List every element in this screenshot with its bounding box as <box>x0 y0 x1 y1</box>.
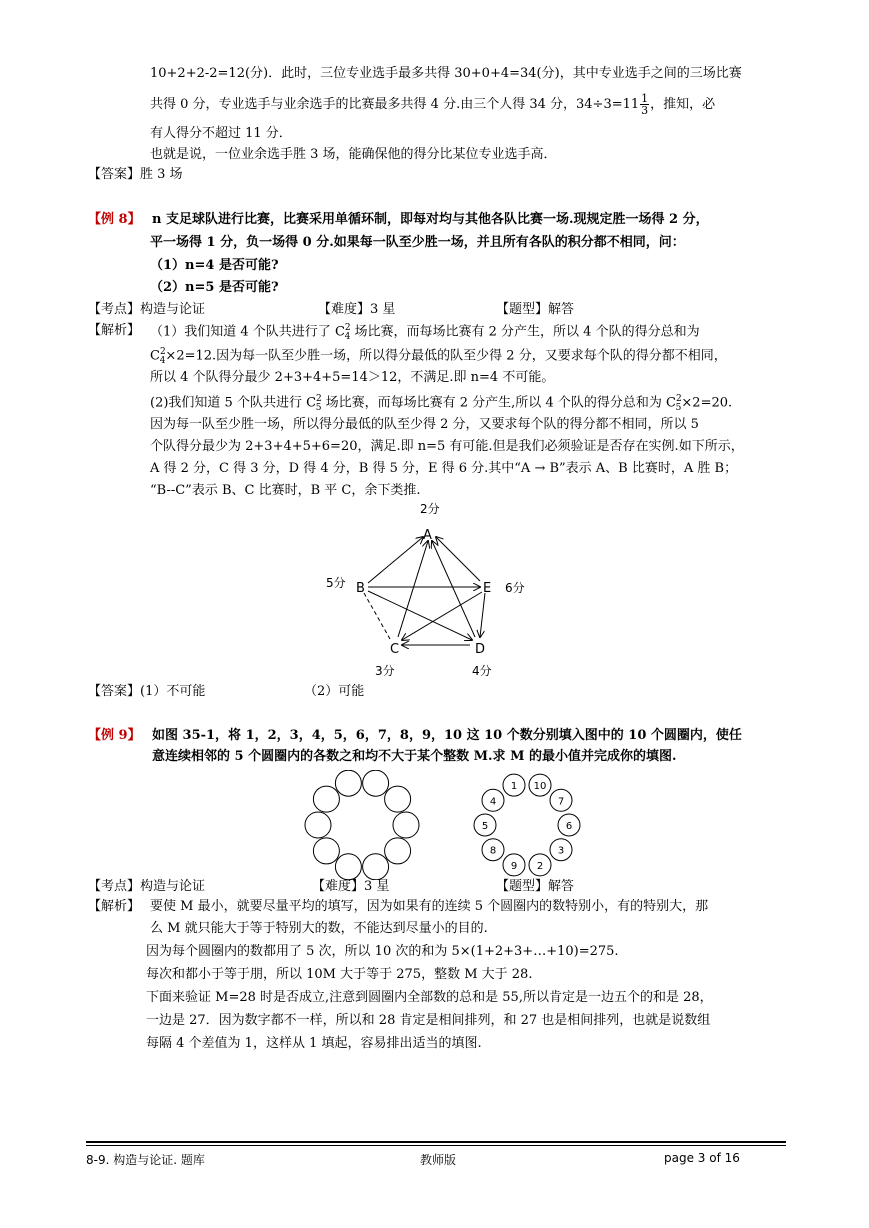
edge-d-a <box>432 541 475 637</box>
intro-line-4: 也就是说，一位业余选手胜 3 场，能确保他的得分比某位专业选手高． <box>150 147 557 162</box>
edge-e-a <box>436 537 480 581</box>
score-c: 3分 <box>375 664 395 678</box>
edge-c-a <box>398 541 428 637</box>
score-b: 5分 <box>326 576 346 590</box>
example-8-solution-1: （1）我们知道 4 个队共进行了 $C^2_4$ 场比赛，而每场比赛有 2 分产生，所以 4 个队的得分总和为 <box>150 323 700 342</box>
node-d: D <box>475 642 486 657</box>
example-9-solution-2: 么 M 就只能大于等于特别大的数，不能达到尽量小的目的. <box>150 921 488 936</box>
edge-e-d <box>480 593 485 637</box>
fraction-one-third: $\frac{1}{3}$ <box>641 92 649 117</box>
example-8-meta: 【考点】构造与论证 <box>88 302 206 317</box>
example-9-solution-5: 下面来验证 M=28 时是否成立,注意到圆圈内全部数的总和是 55,所以肯定是一边五个的和是 28， <box>146 990 713 1005</box>
example-8-question-1: n 支足球队进行比赛，比赛采用单循环制，即每对均与其他各队比赛一场.现规定胜一场得 2 分， <box>152 212 709 227</box>
ring-circle <box>393 812 419 838</box>
footer-rule-thick <box>86 1141 786 1143</box>
filled-circle-ring <box>465 770 590 880</box>
score-e: 6分 <box>505 581 525 595</box>
example-8-solution-6: 个队得分最少为 2+3+4+5+6=20，满足.即 n=5 有可能.但是我们必须验证是否存在实例.如下所示， <box>150 439 744 454</box>
example-9-solution-tag: 【解析】 <box>88 899 141 914</box>
example-8-question-4: （2）n=5 是否可能? <box>150 280 279 295</box>
example-9-tag: 【例 9】 <box>88 728 141 743</box>
edge-b-a <box>368 537 423 583</box>
ring-circle <box>385 838 411 864</box>
example-8-answer-2: （2）可能 <box>304 684 365 699</box>
edge-b-d <box>368 591 472 640</box>
ring-circle <box>335 770 361 796</box>
example-8-solution-8: “B--C”表示 B、C 比赛时，B 平 C，余下类推. <box>150 483 421 498</box>
ring-number: 1 <box>510 781 518 793</box>
score-d: 4分 <box>472 664 492 678</box>
intro-line-1: 10+2+2-2=12(分)．此时，三位专业选手最多共得 30+0+4=34(分)，其中专业选手之间的三场比赛 <box>150 66 742 81</box>
example-8-solution-7: A 得 2 分，C 得 3 分，D 得 4 分，B 得 5 分，E 得 6 分.其中“A → B”表示 A、B 比赛时，A 胜 B； <box>150 461 738 476</box>
node-c: C <box>390 642 400 657</box>
intro-answer: 【答案】胜 3 场 <box>88 167 183 182</box>
ring-number: 5 <box>481 821 489 832</box>
ring-circle <box>313 838 339 864</box>
ring-circle <box>363 770 389 796</box>
example-9-difficulty: 【难度】3 星 <box>312 879 390 894</box>
ring-number: 9 <box>510 860 518 872</box>
node-b: B <box>356 581 365 596</box>
ring-number: 8 <box>489 845 497 857</box>
footer-center: 教师版 <box>420 1153 457 1167</box>
ring-number: 7 <box>557 796 565 808</box>
node-a: A <box>423 528 432 543</box>
example-9-solution-1: 要使 M 最小，就要尽量平均的填写，因为如果有的连续 5 个圆圈内的数特别小，有的特别大，那 <box>150 899 709 914</box>
example-9-solution-7: 每隔 4 个差值为 1，这样从 1 填起，容易排出适当的填图. <box>146 1036 482 1051</box>
example-9-solution-4: 每次和都小于等于朋，所以 10M 大于等于 275，整数 M 大于 28. <box>146 967 533 982</box>
example-9-solution-6: 一边是 27．因为数字都不一样，所以和 28 肯定是相间排列，和 27 也是相间排列，也就是说数组 <box>146 1013 711 1028</box>
ring-number: 2 <box>536 860 544 872</box>
empty-circle-ring <box>300 770 425 880</box>
footer-left: 8-9. 构造与论证. 题库 <box>86 1153 205 1167</box>
example-9-meta: 【考点】构造与论证 <box>88 879 206 894</box>
example-8-solution-2: $C^2_4\times 2=12$.因为每一队至少胜一场，所以得分最低的队至少得 2 分，又要求每个队的得分都不相同， <box>150 347 727 366</box>
example-9-solution-3: 因为每个圆圈内的数都用了 5 次，所以 10 次的和为 5×(1+2+3+…+10)=275. <box>146 944 619 959</box>
ring-circle <box>363 854 389 880</box>
example-8-solution-3: 所以 4 个队得分最少 2+3+4+5=14＞12，不满足.即 n=4 不可能。 <box>150 370 555 385</box>
ring-circle <box>335 854 361 880</box>
intro-line-3: 有人得分不超过 11 分． <box>150 126 292 141</box>
ring-number: 10 <box>533 781 547 793</box>
ring-circle <box>305 812 331 838</box>
ring-circle <box>385 786 411 812</box>
example-8-difficulty: 【难度】3 星 <box>318 302 396 317</box>
example-8-solution-4: (2)我们知道 5 个队共进行 $C^2_5$ 场比赛，而每场比赛有 2 分产生,所以 4 个队的得分总和为 $C^2_5\times 2=20$. <box>150 394 733 413</box>
footer-right: page 3 of 16 <box>664 1151 740 1165</box>
ring-number: 4 <box>489 796 497 808</box>
edge-e-c <box>402 592 482 640</box>
ring-number: 3 <box>557 845 565 857</box>
ring-number: 6 <box>565 821 573 832</box>
footer-rule-thin <box>86 1145 786 1146</box>
tournament-graph <box>320 495 550 685</box>
example-8-question-3: （1）n=4 是否可能? <box>150 258 279 273</box>
score-a: 2分 <box>420 502 440 516</box>
ring-circle <box>313 786 339 812</box>
example-8-question-2: 平一场得 1 分，负一场得 0 分.如果每一队至少胜一场，并且所有各队的积分都不相同，问： <box>150 235 685 250</box>
example-9-type: 【题型】解答 <box>496 879 575 894</box>
example-8-tag: 【例 8】 <box>88 212 141 227</box>
example-8-solution-5: 因为每一队至少胜一场，所以得分最低的队至少得 2 分，又要求每个队的得分都不相同，所以 5 <box>150 417 699 432</box>
example-9-question-2: 意连续相邻的 5 个圆圈内的各数之和均不大于某个整数 M.求 M 的最小值并完成你的填图. <box>152 749 677 764</box>
example-8-type: 【题型】解答 <box>496 302 575 317</box>
example-9-question-1: 如图 35-1，将 1，2，3，4，5，6，7，8，9，10 这 10 个数分别填入图中的 10 个圆圈内，使任 <box>152 728 742 743</box>
node-e: E <box>483 581 492 596</box>
example-8-solution-tag: 【解析】 <box>88 323 141 338</box>
example-8-answer: 【答案】(1）不可能 <box>88 684 206 699</box>
intro-line-2: 共得 0 分，专业选手与业余选手的比赛最多共得 4 分.由三个人得 34 分，34÷3=11 $\frac{1}{3}$ ，推知，必 <box>150 92 716 117</box>
